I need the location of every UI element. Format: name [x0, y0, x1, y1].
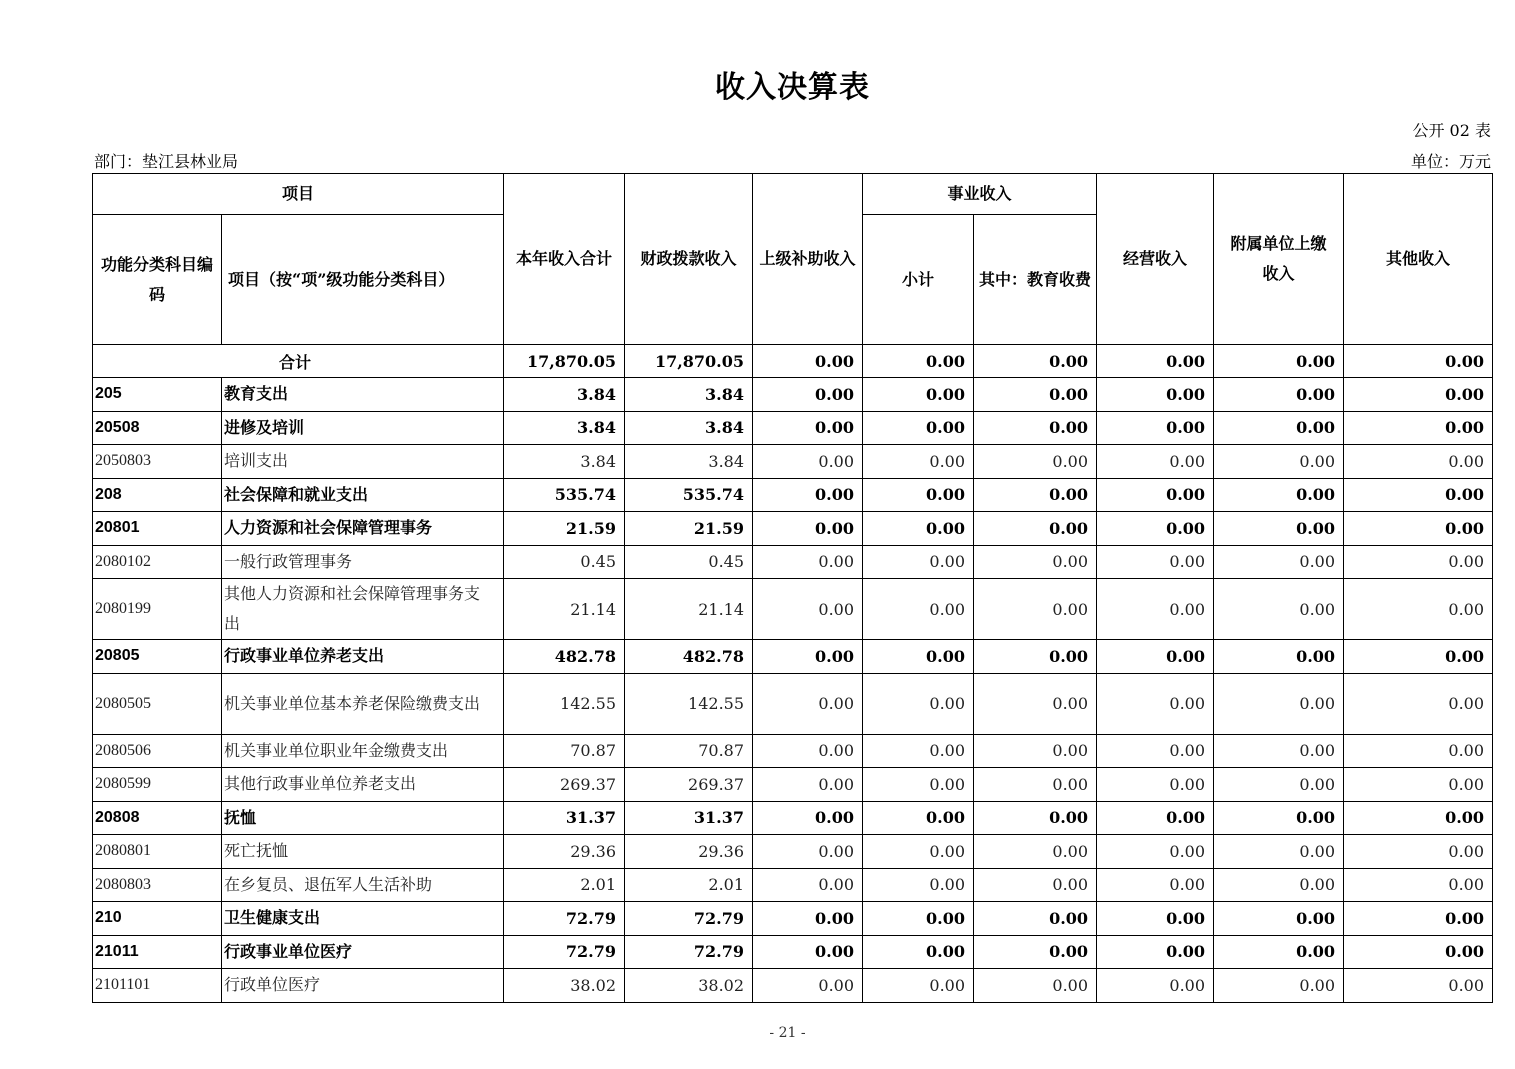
row-value: 3.84	[504, 445, 625, 479]
row-value: 482.78	[504, 640, 625, 674]
row-value: 0.00	[1097, 445, 1214, 479]
header-affiliated: 附属单位上缴收入	[1214, 174, 1344, 345]
header-code: 功能分类科目编码	[93, 215, 222, 345]
row-value: 0.00	[1344, 768, 1493, 802]
row-value: 0.00	[753, 579, 863, 640]
total-value: 0.00	[974, 345, 1097, 378]
row-value: 0.00	[1214, 734, 1344, 768]
row-value: 0.00	[863, 969, 974, 1003]
row-value: 0.45	[504, 545, 625, 579]
row-value: 0.00	[1344, 579, 1493, 640]
row-value: 0.00	[1214, 902, 1344, 936]
row-code: 2080803	[93, 868, 222, 902]
table-row	[93, 445, 1493, 479]
row-value: 0.00	[753, 411, 863, 445]
row-value: 72.79	[625, 902, 753, 936]
row-value: 0.00	[974, 512, 1097, 546]
row-value: 0.00	[1097, 835, 1214, 869]
table-row	[93, 868, 1493, 902]
table-row	[93, 969, 1493, 1003]
total-value: 0.00	[753, 345, 863, 378]
row-value: 0.00	[1214, 640, 1344, 674]
row-value: 0.00	[1344, 835, 1493, 869]
form-number: 公开 02 表	[1412, 121, 1491, 140]
row-code: 20801	[93, 512, 222, 546]
row-value: 0.00	[1097, 478, 1214, 512]
row-value: 0.00	[1344, 640, 1493, 674]
row-value: 0.00	[863, 935, 974, 969]
row-value: 72.79	[625, 935, 753, 969]
row-value: 0.00	[1344, 969, 1493, 1003]
row-value: 0.00	[974, 835, 1097, 869]
row-value: 0.00	[863, 478, 974, 512]
row-value: 0.45	[625, 545, 753, 579]
row-value: 31.37	[504, 801, 625, 835]
row-code: 21011	[93, 935, 222, 969]
row-value: 0.00	[1097, 801, 1214, 835]
page-title: 收入决算表	[715, 70, 870, 105]
row-value: 2.01	[625, 868, 753, 902]
row-value: 0.00	[1344, 445, 1493, 479]
header-total: 本年收入合计	[504, 174, 625, 345]
row-value: 0.00	[1214, 935, 1344, 969]
table-row	[93, 734, 1493, 768]
row-value: 0.00	[863, 445, 974, 479]
row-value: 38.02	[504, 969, 625, 1003]
row-value: 0.00	[863, 868, 974, 902]
row-value: 0.00	[1097, 512, 1214, 546]
row-code: 2101101	[93, 969, 222, 1003]
row-code: 2080505	[93, 673, 222, 734]
row-name: 在乡复员、退伍军人生活补助	[222, 868, 504, 902]
table-row	[93, 902, 1493, 936]
row-name: 卫生健康支出	[222, 902, 504, 936]
row-value: 0.00	[1344, 673, 1493, 734]
row-value: 3.84	[504, 378, 625, 412]
row-value: 0.00	[1097, 673, 1214, 734]
row-value: 0.00	[1097, 640, 1214, 674]
row-value: 269.37	[625, 768, 753, 802]
row-name: 机关事业单位职业年金缴费支出	[222, 734, 504, 768]
row-value: 0.00	[1097, 868, 1214, 902]
row-value: 0.00	[1344, 411, 1493, 445]
row-value: 0.00	[1097, 935, 1214, 969]
row-value: 0.00	[1097, 902, 1214, 936]
header-other: 其他收入	[1344, 174, 1493, 345]
row-value: 0.00	[1214, 445, 1344, 479]
row-value: 0.00	[863, 801, 974, 835]
row-name: 机关事业单位基本养老保险缴费支出	[222, 673, 504, 734]
header-project: 项目	[93, 174, 504, 215]
header-fiscal: 财政拨款收入	[625, 174, 753, 345]
row-name: 行政单位医疗	[222, 969, 504, 1003]
row-value: 29.36	[625, 835, 753, 869]
row-value: 269.37	[504, 768, 625, 802]
row-value: 0.00	[974, 734, 1097, 768]
total-value: 0.00	[1097, 345, 1214, 378]
row-value: 0.00	[1214, 411, 1344, 445]
row-value: 482.78	[625, 640, 753, 674]
row-value: 0.00	[863, 734, 974, 768]
header-operating: 经营收入	[1097, 174, 1214, 345]
row-value: 0.00	[1344, 734, 1493, 768]
header-name: 项目（按“项”级功能分类科目）	[222, 215, 504, 345]
row-value: 535.74	[504, 478, 625, 512]
row-value: 0.00	[1214, 673, 1344, 734]
row-code: 2050803	[93, 445, 222, 479]
row-code: 2080801	[93, 835, 222, 869]
row-value: 0.00	[974, 935, 1097, 969]
row-value: 142.55	[504, 673, 625, 734]
row-name: 其他行政事业单位养老支出	[222, 768, 504, 802]
row-value: 0.00	[753, 935, 863, 969]
row-code: 20805	[93, 640, 222, 674]
income-table	[92, 173, 1493, 1003]
row-name: 死亡抚恤	[222, 835, 504, 869]
row-value: 142.55	[625, 673, 753, 734]
row-value: 3.84	[625, 378, 753, 412]
row-value: 0.00	[1214, 835, 1344, 869]
row-value: 0.00	[1214, 378, 1344, 412]
total-value: 0.00	[863, 345, 974, 378]
page-number: - 21 -	[769, 1025, 806, 1041]
row-name: 教育支出	[222, 378, 504, 412]
row-value: 21.14	[504, 579, 625, 640]
row-value: 0.00	[1344, 868, 1493, 902]
row-value: 0.00	[1097, 768, 1214, 802]
row-value: 0.00	[1344, 545, 1493, 579]
row-value: 0.00	[974, 378, 1097, 412]
table-row	[93, 579, 1493, 640]
row-value: 0.00	[753, 512, 863, 546]
table-row	[93, 545, 1493, 579]
row-value: 21.14	[625, 579, 753, 640]
total-row	[93, 345, 1493, 378]
row-value: 0.00	[753, 868, 863, 902]
row-value: 0.00	[863, 378, 974, 412]
row-name: 一般行政管理事务	[222, 545, 504, 579]
row-value: 0.00	[863, 640, 974, 674]
row-name: 培训支出	[222, 445, 504, 479]
row-value: 0.00	[1214, 969, 1344, 1003]
row-value: 0.00	[753, 545, 863, 579]
total-value: 17,870.05	[504, 345, 625, 378]
table-row	[93, 801, 1493, 835]
row-value: 0.00	[753, 445, 863, 479]
row-value: 0.00	[753, 801, 863, 835]
row-value: 0.00	[974, 445, 1097, 479]
table-row	[93, 478, 1493, 512]
total-value: 0.00	[1344, 345, 1493, 378]
row-name: 其他人力资源和社会保障管理事务支出	[222, 579, 504, 640]
table-row	[93, 512, 1493, 546]
row-value: 0.00	[1214, 478, 1344, 512]
row-value: 70.87	[504, 734, 625, 768]
row-value: 0.00	[753, 768, 863, 802]
row-code: 2080199	[93, 579, 222, 640]
header-education-fee: 其中：教育收费	[974, 215, 1097, 345]
row-value: 0.00	[974, 579, 1097, 640]
row-value: 0.00	[1214, 801, 1344, 835]
row-value: 3.84	[625, 411, 753, 445]
total-value: 17,870.05	[625, 345, 753, 378]
row-code: 2080599	[93, 768, 222, 802]
row-value: 29.36	[504, 835, 625, 869]
table-row	[93, 935, 1493, 969]
row-value: 0.00	[1097, 579, 1214, 640]
row-value: 535.74	[625, 478, 753, 512]
table-row	[93, 768, 1493, 802]
row-value: 38.02	[625, 969, 753, 1003]
row-value: 0.00	[974, 478, 1097, 512]
row-value: 31.37	[625, 801, 753, 835]
row-value: 72.79	[504, 935, 625, 969]
row-value: 3.84	[625, 445, 753, 479]
row-value: 72.79	[504, 902, 625, 936]
row-value: 0.00	[1344, 801, 1493, 835]
row-code: 20508	[93, 411, 222, 445]
row-value: 0.00	[1097, 969, 1214, 1003]
row-value: 0.00	[974, 640, 1097, 674]
row-value: 70.87	[625, 734, 753, 768]
row-value: 0.00	[863, 768, 974, 802]
row-value: 2.01	[504, 868, 625, 902]
row-value: 21.59	[625, 512, 753, 546]
row-value: 0.00	[753, 902, 863, 936]
row-name: 进修及培训	[222, 411, 504, 445]
row-value: 21.59	[504, 512, 625, 546]
row-code: 210	[93, 902, 222, 936]
row-value: 0.00	[753, 969, 863, 1003]
row-value: 0.00	[974, 969, 1097, 1003]
row-value: 0.00	[1344, 935, 1493, 969]
department-label: 部门：垫江县林业局	[94, 152, 239, 171]
total-value: 0.00	[1214, 345, 1344, 378]
unit-label: 单位：万元	[1410, 152, 1491, 171]
row-value: 0.00	[863, 579, 974, 640]
table-row	[93, 640, 1493, 674]
total-label: 合计	[93, 345, 504, 378]
row-value: 0.00	[1344, 378, 1493, 412]
header-subtotal: 小计	[863, 215, 974, 345]
row-value: 0.00	[1344, 478, 1493, 512]
table-row	[93, 411, 1493, 445]
row-value: 0.00	[1214, 512, 1344, 546]
row-value: 0.00	[863, 512, 974, 546]
row-value: 0.00	[863, 673, 974, 734]
row-code: 205	[93, 378, 222, 412]
row-value: 0.00	[863, 545, 974, 579]
row-value: 0.00	[974, 868, 1097, 902]
row-value: 0.00	[1097, 378, 1214, 412]
table-row	[93, 378, 1493, 412]
row-name: 人力资源和社会保障管理事务	[222, 512, 504, 546]
row-code: 2080102	[93, 545, 222, 579]
row-name: 行政事业单位养老支出	[222, 640, 504, 674]
row-code: 20808	[93, 801, 222, 835]
row-name: 社会保障和就业支出	[222, 478, 504, 512]
row-value: 0.00	[753, 835, 863, 869]
row-name: 行政事业单位医疗	[222, 935, 504, 969]
header-business-income: 事业收入	[863, 174, 1097, 215]
row-value: 0.00	[753, 673, 863, 734]
row-value: 0.00	[1214, 545, 1344, 579]
row-value: 0.00	[974, 801, 1097, 835]
row-value: 0.00	[1097, 734, 1214, 768]
row-value: 0.00	[1214, 768, 1344, 802]
row-value: 0.00	[753, 640, 863, 674]
header-superior: 上级补助收入	[753, 174, 863, 345]
row-value: 0.00	[753, 734, 863, 768]
row-value: 0.00	[974, 411, 1097, 445]
row-value: 0.00	[753, 478, 863, 512]
row-value: 3.84	[504, 411, 625, 445]
row-value: 0.00	[974, 545, 1097, 579]
row-value: 0.00	[863, 411, 974, 445]
row-value: 0.00	[974, 673, 1097, 734]
row-value: 0.00	[1214, 868, 1344, 902]
row-value: 0.00	[1214, 579, 1344, 640]
row-value: 0.00	[863, 902, 974, 936]
row-value: 0.00	[974, 768, 1097, 802]
row-value: 0.00	[974, 902, 1097, 936]
row-value: 0.00	[863, 835, 974, 869]
row-value: 0.00	[1097, 411, 1214, 445]
row-value: 0.00	[1344, 512, 1493, 546]
row-value: 0.00	[1097, 545, 1214, 579]
row-name: 抚恤	[222, 801, 504, 835]
table-row	[93, 673, 1493, 734]
row-code: 208	[93, 478, 222, 512]
row-value: 0.00	[1344, 902, 1493, 936]
table-row	[93, 835, 1493, 869]
row-value: 0.00	[753, 378, 863, 412]
row-code: 2080506	[93, 734, 222, 768]
